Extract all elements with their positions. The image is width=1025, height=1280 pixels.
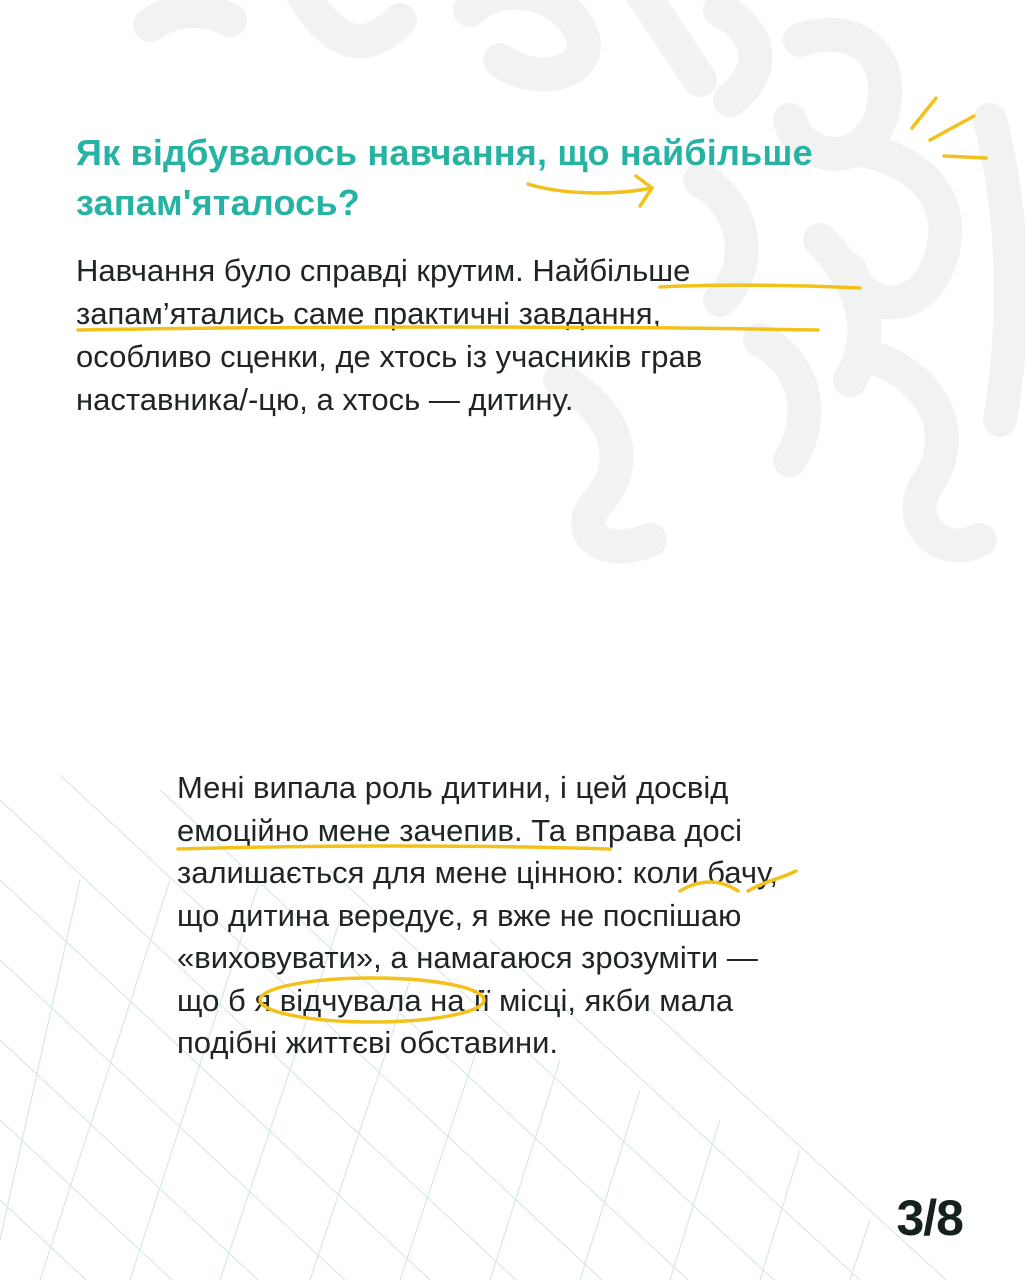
paragraph-1-line: запам’ятались саме практичні завдання, xyxy=(76,296,662,331)
paragraph-2-line: подібні життєві обставини. xyxy=(177,1025,559,1060)
answer-paragraph-1 xyxy=(76,249,956,421)
paragraph-2-line: що дитина вередує, я вже не поспішаю xyxy=(177,897,742,933)
paragraph-1-line: Навчання було справді крутим. Найбільше xyxy=(76,253,691,288)
paragraph-2-line: «виховувати», а намагаюся зрозуміти — xyxy=(177,940,758,975)
answer-paragraph-2 xyxy=(177,767,977,1065)
heading-line-2: запам'яталось? xyxy=(76,182,360,223)
paragraph-2-line: емоційно мене зачепив. Та вправа досі xyxy=(177,812,743,848)
paragraph-1-line: особливо сценки, де хтось із учасників грав xyxy=(76,339,703,374)
paragraph-2-line: Мені випала роль дитини, і цей досвід xyxy=(177,770,729,805)
paragraph-2-line: залишається для мене цінною: коли бачу, xyxy=(177,855,778,890)
heading-line-1: Як відбувалось навчання, що найбільше xyxy=(76,132,813,173)
section-heading xyxy=(76,128,956,228)
paragraph-1-line: наставника/-цю, а хтось — дитину. xyxy=(76,382,574,417)
page-indicator: 3/8 xyxy=(896,1190,963,1246)
sparkle-stroke-icon xyxy=(912,98,936,128)
paragraph-2-line: що б я відчувала на її місці, якби мала xyxy=(177,982,734,1018)
